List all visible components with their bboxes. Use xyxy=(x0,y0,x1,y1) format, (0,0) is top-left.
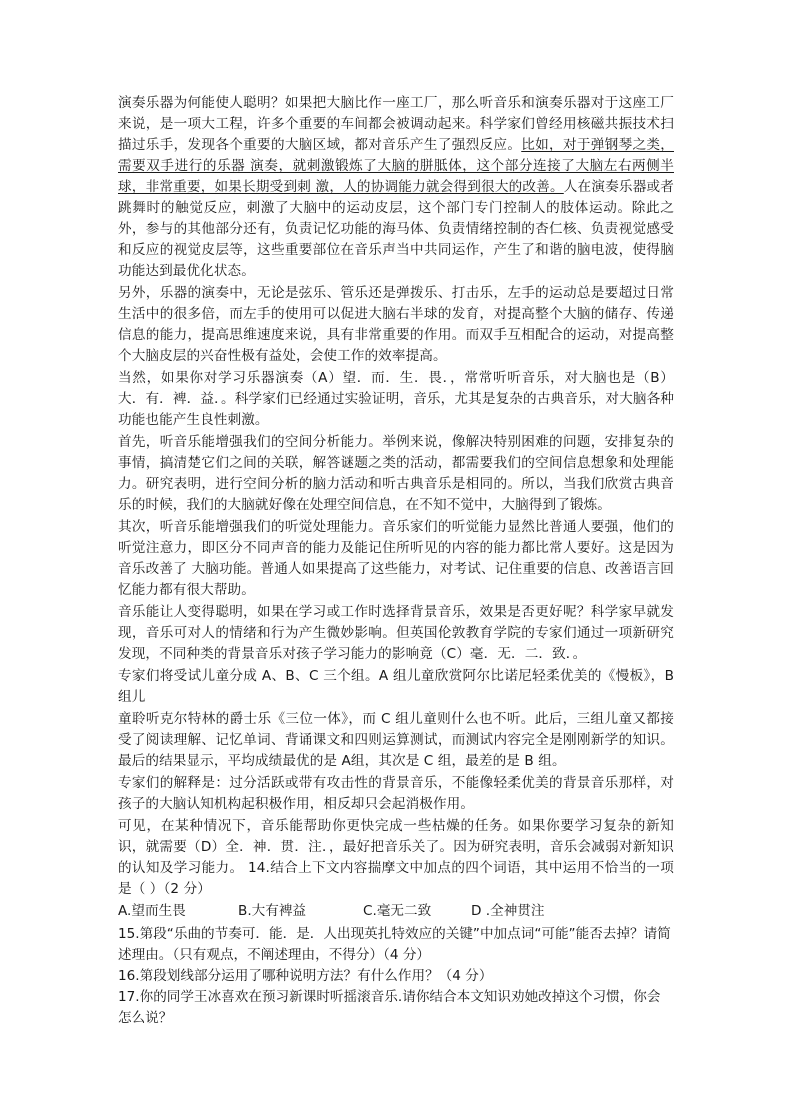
paragraph-auditory-ability: 其次，听音乐能增强我们的听觉处理能力。音乐家们的听觉能力显然比普通人要强，他们的听觉注意力，即区分不同声音的能力及能记住所听见的内容的能力都比常人要好。这是因为音乐改善了 大脑功能。普通人如果提高了这些能力，对考试、记住重要的信息、改善语言回忆能力都有很大帮助。 xyxy=(118,519,674,598)
paragraph-experiment-groups: 专家们将受试儿童分成 A、B、C 三个组。A 组儿童欣赏阿尔比诺尼轻柔优美的《慢板》，B 组儿 xyxy=(118,668,674,705)
q14-options xyxy=(118,901,674,922)
option-c: C.毫无二致 xyxy=(363,903,432,919)
option-a: A.望而生畏 xyxy=(118,903,186,919)
underlined-passage: 比如，对于弹钢琴之类，需要双手进行的乐器 演奏，就刺激锻炼了大脑的胼胝体，这个部分连接了大脑左右两侧半球，非常重要，如果长期受到刺 激，人的协调能力就会得到很大的改善。 xyxy=(118,137,674,195)
paragraph-expert-explanation: 专家们的解释是：过分活跃或带有攻击性的背景音乐，不能像轻柔优美的背景音乐那样，对孩子的大脑认知机构起积极作用，相反却只会起消极作用。 xyxy=(118,775,674,812)
paragraph-instrument-brain xyxy=(118,93,674,282)
option-d: D .全神贯注 xyxy=(471,903,545,919)
option-b: B.大有裨益 xyxy=(238,903,307,919)
paragraph-left-hand: 另外，乐器的演奏中，无论是弦乐、管乐还是弹拨乐、打击乐，左手的运动总是要超过日常生活中的很多倍，而左手的使用可以促进大脑右半球的发育，对提高整个大脑的储存、传递信息的能力，提高思维速度来说，具有非常重要的作用。而双手互相配合的运动，对提高整个大脑皮层的兴奋性极有益处，会使工作的效率提高。 xyxy=(118,285,674,364)
p1-text-pre: 演奏乐器为何能使人聪明？如果把大脑比作一座工厂，那么听音乐和演奏乐器对于这座工厂来说，是一项大工程，许多个重要的车间都会被调动起来。科学家们曾经用核磁共振技术扫描过乐手，发现各个重要的大脑区域，都对音乐产生了强烈反应。 xyxy=(118,95,674,153)
question-16: 16.第段划线部分运用了哪种说明方法？有什么作用？（4 分） xyxy=(118,968,493,984)
paragraph-classical-music: 当然，如果你对学习乐器演奏（A）望．而．生．畏．，常常听听音乐，对大脑也是（B）大．有．裨．益．。科学家们已经通过实验证明，音乐，尤其是复杂的古典音乐，对大脑各种功能也能产生良性刺激。 xyxy=(118,370,674,428)
paragraph-background-music: 音乐能让人变得聪明，如果在学习或工作时选择背景音乐，效果是否更好呢？科学家早就发现，音乐可对人的情绪和行为产生微妙影响。但英国伦敦教育学院的专家们通过一项新研究发现，不同种类的背景音乐对孩子学习能力的影响竟（C）毫．无．二．致．。 xyxy=(118,604,674,662)
paragraph-experiment-results: 童聆听克尔特林的爵士乐《三位一体》，而 C 组儿童则什么也不听。此后，三组儿童又都接受了阅读理解、记忆单词、背诵课文和四则运算测试，而测试内容完全是刚刚新学的知识。最后的结果显示，平均成绩最优的是 A组，其次是 C 组，最差的是 B 组。 xyxy=(118,711,674,769)
question-15: 15.第段“乐曲的节奏可．能．是．人出现英扎特效应的关键”中加点词“可能”能否去掉？请简述理由。（只有观点，不阐述理由，不得分）（4 分） xyxy=(118,926,671,963)
document-body xyxy=(118,93,674,1029)
paragraph-spatial-ability: 首先，听音乐能增强我们的空间分析能力。举例来说，像解决特别困难的问题，安排复杂的事情，搞清楚它们之间的关联，解答谜题之类的活动，都需要我们的空间信息想象和处理能力。研究表明，进行空间分析的脑力活动和听古典音乐是相同的。所以，当我们欣赏古典音乐的时候，我们的大脑就好像在处理空间信息，在不知不觉中，大脑得到了锻炼。 xyxy=(118,434,674,513)
paragraph-conclusion-q14: 可见，在某种情况下，音乐能帮助你更快完成一些枯燥的任务。如果你要学习复杂的新知识，就需要（D）全．神．贯．注．，最好把音乐关了。因为研究表明，音乐会减弱对新知识的认知及学习能力。 14.结合上下文内容揣摩文中加点的四个词语，其中运用不恰当的一项是（ ）（2 分） xyxy=(118,818,674,897)
question-17: 17.你的同学王冰喜欢在预习新课时听摇滚音乐.请你结合本文知识劝她改掉这个习惯，你会怎么说？ xyxy=(118,989,661,1026)
p1-text-post: 人在演奏乐器或者跳舞时的触觉反应，刺激了大脑中的运动皮层，这个部门专门控制人的肢体运动。除此之外，参与的其他部分还有，负责记忆功能的海马体、负责情绪控制的杏仁核、负责视觉感受和反应的视觉皮层等，这些重要部位在音乐声当中共同运作，产生了和谐的脑电波，使得脑功能达到最优化状态。 xyxy=(118,179,674,279)
